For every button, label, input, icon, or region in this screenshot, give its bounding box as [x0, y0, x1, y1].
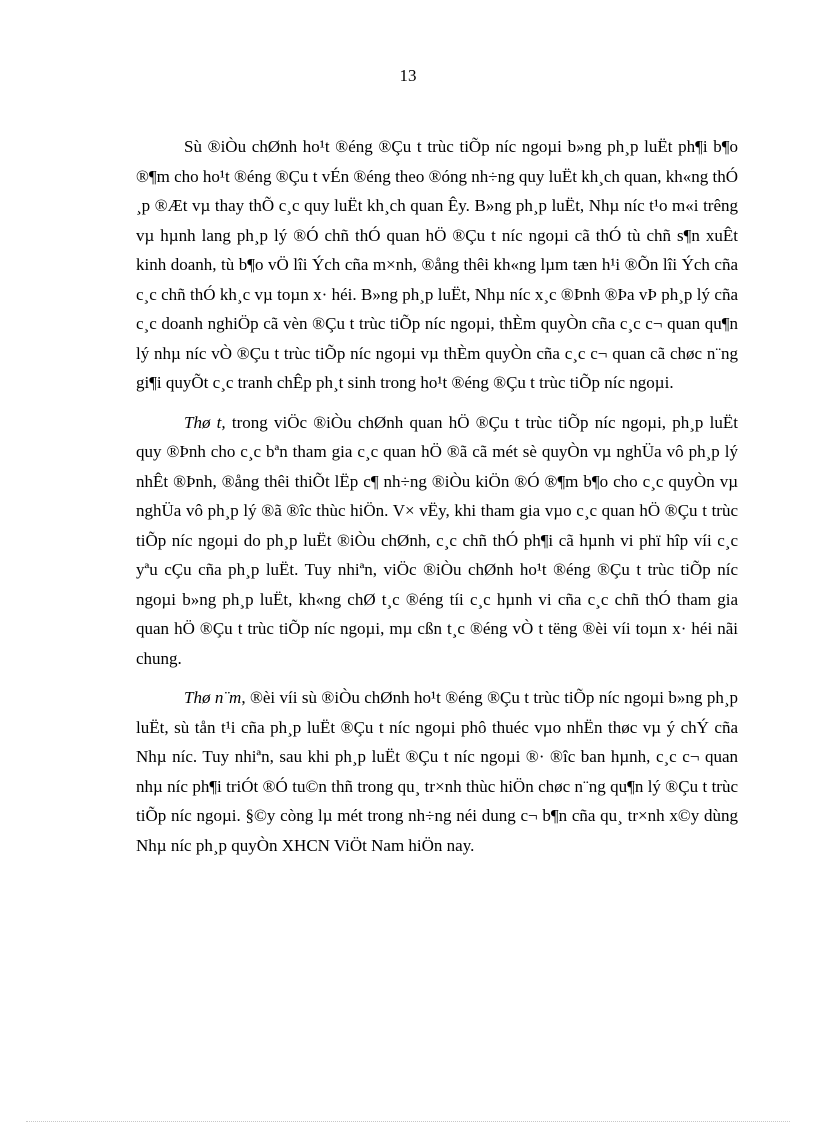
- page-number: 13: [399, 66, 417, 85]
- paragraph-2: [136, 408, 738, 674]
- paragraph-lead: Thø n¨m: [184, 688, 242, 707]
- paragraph-3: [136, 683, 738, 860]
- page-bottom-rule: [26, 1121, 790, 1122]
- paragraph-text: trong viÖc ®iÒu chØnh quan hÖ ®Çu t trùc tiÕp níc ngoµi, ph¸p luËt quy ®Þnh cho c¸c bªn tham gia c¸c quan hÖ ®ã cã mét sè quyÒn vµ nghÜa vô ph¸p lý nhÊt ®Þnh, ®ång thêi thiÕt lËp c¶ nh÷ng ®iÒu kiÖn ®Ó ®¶m b¶o cho c¸c quyÒn vµ nghÜa vô ph¸p lý ®ã ®îc thùc hiÖn. V× vËy, khi tham gia vµo c¸c quan hÖ ®Çu t trùc tiÕp níc ngoµi do ph¸p luËt ®iÒu chØnh, c¸c chñ thÓ ph¶i cã hµnh vi phï hîp víi c¸c yªu cÇu cña ph¸p luËt. Tuy nhiªn, viÖc ®iÒu chØnh ho¹t ®éng ®Çu t trùc tiÕp níc ngoµi b»ng ph¸p luËt, kh«ng chØ t¸c ®éng tíi c¸c hµnh vi cña c¸c chñ thÓ tham gia quan hÖ ®Çu t trùc tiÕp níc ngoµi, mµ cßn t¸c ®éng vÒ t tëng ®èi víi toµn x· héi nãi chung.: [136, 412, 738, 668]
- paragraph-1: [136, 132, 738, 398]
- paragraph-text: , ®èi víi sù ®iÒu chØnh ho¹t ®éng ®Çu t trùc tiÕp níc ngoµi b»ng ph¸p luËt, sù tån t¹i cña ph¸p luËt ®Çu t níc ngoµi phô thuéc vµo nhËn thøc vµ ý chÝ cña Nhµ níc. Tuy nhiªn, sau khi ph¸p luËt ®Çu t níc ngoµi ®· ®îc ban hµnh, c¸c c¬ quan nhµ níc ph¶i triÓt ®Ó tu©n thñ trong qu¸ tr×nh thùc hiÖn chøc n¨ng qu¶n lý ®Çu t trùc tiÕp níc ngoµi. §©y còng lµ mét trong nh÷ng néi dung c¬ b¶n cña qu¸ tr×nh x©y dùng Nhµ níc ph¸p quyÒn XHCN ViÖt Nam hiÖn nay.: [136, 688, 738, 855]
- paragraph-lead: Thø t,: [184, 412, 226, 432]
- body-text: [136, 132, 738, 870]
- paragraph-text: Sù ®iÒu chØnh ho¹t ®éng ®Çu t trùc tiÕp níc ngoµi b»ng ph¸p luËt ph¶i b¶o ®¶m cho ho¹t ®éng ®Çu t vÉn ®éng theo ®óng nh÷ng quy luËt kh¸ch quan, kh«ng thÓ ¸p ®Æt vµ thay thÕ c¸c quy luËt kh¸ch quan Êy. B»ng ph¸p luËt, Nhµ níc t¹o m«i trêng vµ hµnh lang ph¸p lý ®Ó chñ thÓ quan hÖ ®Çu t níc ngoµi cã thÓ tù chñ s¶n xuÊt kinh doanh, tù b¶o vÖ lîi Ých cña m×nh, ®ång thêi kh«ng lµm tæn h¹i ®Õn lîi Ých cña c¸c chñ thÓ kh¸c vµ toµn x· héi. B»ng ph¸p luËt, Nhµ níc x¸c ®Þnh ®Þa vÞ ph¸p lý cña c¸c doanh nghiÖp cã vèn ®Çu t trùc tiÕp níc ngoµi, thÈm quyÒn cña c¸c c¬ quan qu¶n lý nhµ níc vÒ ®Çu t trùc tiÕp níc ngoµi vµ thÈm quyÒn cña c¸c c¬ quan cã chøc n¨ng gi¶i quyÕt c¸c tranh chÊp ph¸t sinh trong ho¹t ®éng ®Çu t trùc tiÕp níc ngoµi.: [136, 137, 738, 392]
